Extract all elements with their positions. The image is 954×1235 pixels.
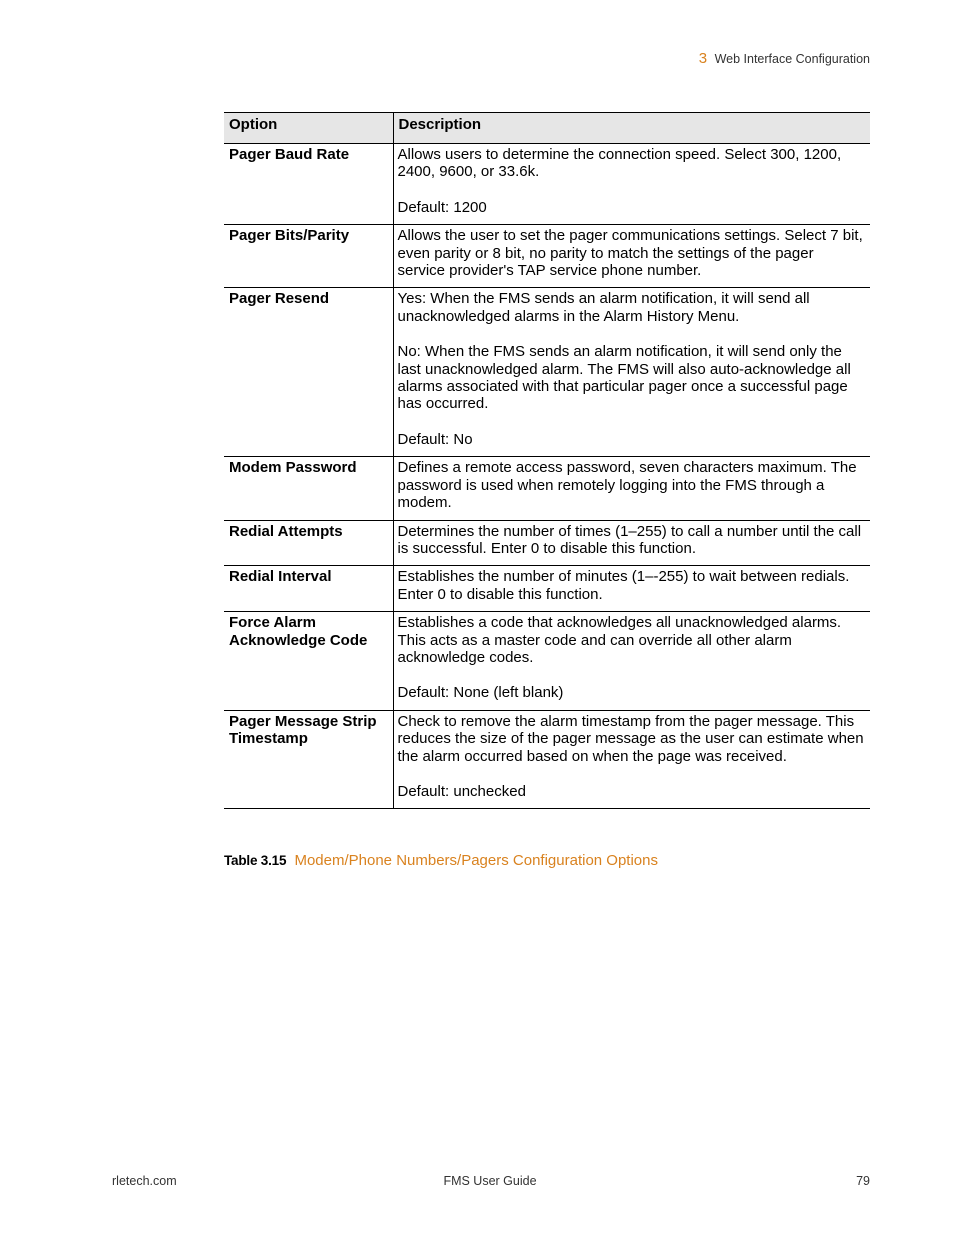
option-description	[393, 457, 870, 520]
description-paragraph: Determines the number of times (1–255) to call a number until the call is successful. Enter 0 to disable this function.	[397, 522, 862, 557]
table-row	[224, 612, 870, 711]
option-name: Redial Interval	[224, 566, 393, 612]
caption-title: Modem/Phone Numbers/Pagers Configuration Options	[294, 852, 658, 869]
option-description	[393, 288, 870, 457]
option-description	[393, 710, 870, 809]
description-paragraph: Default: None (left blank)	[397, 684, 564, 702]
table-row	[224, 520, 870, 566]
description-paragraph: Allows the user to set the pager communications settings. Select 7 bit, even parity or 8 bit, no parity to match the settings of the pager service provider's TAP service phone number.	[397, 227, 863, 280]
option-description	[393, 612, 870, 711]
option-description	[393, 144, 870, 225]
description-paragraph: Establishes a code that acknowledges all unacknowledged alarms. This acts as a master code and can override all other alarm acknowledge codes.	[397, 614, 842, 666]
table-row	[224, 288, 870, 457]
table-row	[224, 144, 870, 225]
description-paragraph: Default: unchecked	[397, 782, 526, 800]
option-name: Modem Password	[224, 457, 393, 520]
description-paragraph: No: When the FMS sends an alarm notification, it will send only the last unacknowledged alarm. The FMS will also auto-acknowledge all alarms associated with that particular pager once a successful page has occurred.	[397, 343, 851, 413]
option-name: Pager Resend	[224, 288, 393, 457]
options-table	[224, 112, 870, 809]
description-paragraph: Establishes the number of minutes (1–-255) to wait between redials. Enter 0 to disable this function.	[397, 568, 850, 603]
column-header-option: Option	[224, 113, 393, 144]
option-name: Pager Bits/Parity	[224, 225, 393, 288]
description-paragraph: Yes: When the FMS sends an alarm notification, it will send all unacknowledged alarms in the Alarm History Menu.	[397, 290, 810, 325]
table-row	[224, 225, 870, 288]
footer-doc-title: FMS User Guide	[443, 1174, 537, 1188]
description-paragraph: Allows users to determine the connection speed. Select 300, 1200, 2400, 9600, or 33.6k.	[397, 146, 842, 181]
option-description	[393, 566, 870, 612]
table-row	[224, 710, 870, 809]
column-header-description: Description	[393, 113, 870, 144]
description-paragraph: Default: 1200	[397, 198, 487, 216]
option-name: Pager Message Strip Timestamp	[224, 710, 393, 809]
table-caption	[224, 852, 658, 869]
footer-website: rletech.com	[112, 1174, 177, 1188]
option-name: Force Alarm Acknowledge Code	[224, 612, 393, 711]
option-name: Pager Baud Rate	[224, 144, 393, 225]
description-paragraph: Check to remove the alarm timestamp from the pager message. This reduces the size of the pager message as the user can estimate when the alarm occurred based on when the page was received.	[397, 712, 864, 765]
table-header-row	[224, 113, 870, 144]
description-paragraph: Default: No	[397, 430, 473, 448]
description-paragraph: Defines a remote access password, seven characters maximum. The password is used when remotely logging into the FMS through a modem.	[397, 459, 857, 512]
option-description	[393, 225, 870, 288]
page-number: 79	[856, 1174, 870, 1188]
caption-label: Table 3.15	[224, 853, 287, 868]
chapter-number: 3	[698, 50, 708, 67]
option-name: Redial Attempts	[224, 520, 393, 566]
table-body	[224, 144, 870, 809]
table-row	[224, 457, 870, 520]
table-row	[224, 566, 870, 612]
running-header	[699, 50, 870, 67]
chapter-title: Web Interface Configuration	[714, 52, 870, 66]
option-description	[393, 520, 870, 566]
